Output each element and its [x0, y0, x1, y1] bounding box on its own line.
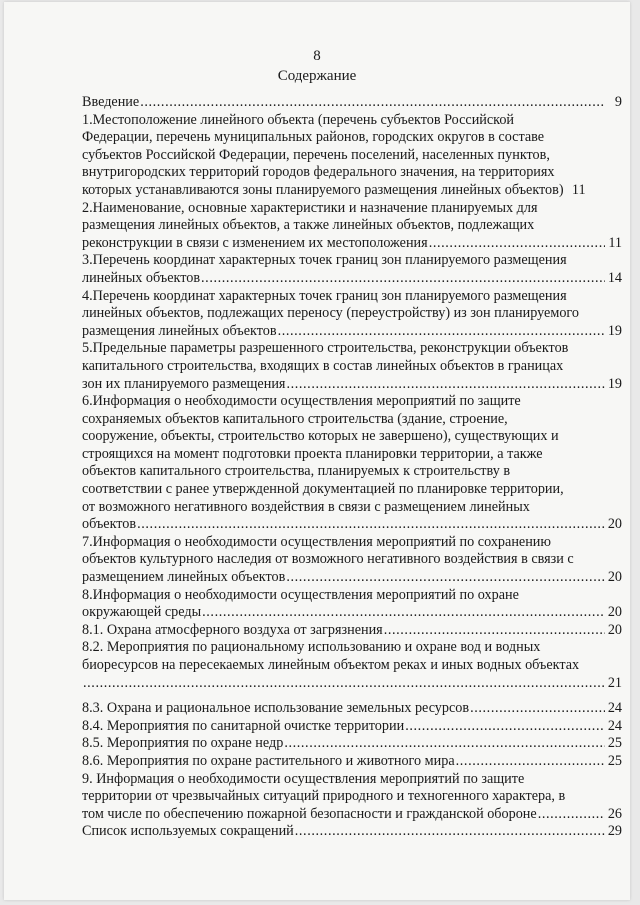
- toc-entry-page-number: 20: [607, 569, 622, 586]
- toc-entry-line: 5.Предельные параметры разрешенного строительства, реконструкции объектов: [82, 340, 569, 357]
- toc-entry[interactable]: [82, 823, 622, 841]
- dot-leader: [201, 270, 605, 288]
- toc-entry-title: которых устанавливаются зоны планируемого размещения линейных объектов): [82, 181, 564, 198]
- toc-entry-title: 8.5. Мероприятия по охране недр: [82, 735, 284, 752]
- toc-entry[interactable]: [82, 735, 622, 753]
- toc-entry-leader-row: [82, 569, 622, 587]
- toc-entry-leader-row: [82, 516, 622, 534]
- toc-entry-leader-row: [82, 823, 622, 841]
- toc-entry-line: субъектов Российской Федерации, перечень поселений, населенных пунктов,: [82, 146, 550, 163]
- toc-entry-line: капитального строительства, входящих в состав линейных объектов в границах: [82, 357, 564, 374]
- toc-entry-page-number: 14: [607, 269, 622, 286]
- dot-leader: [284, 735, 605, 753]
- toc-entry-leader-row: [82, 270, 622, 288]
- toc-entry-leader-row: [82, 806, 622, 824]
- toc-entry-line: 2.Наименование, основные характеристики и назначение планируемых для: [82, 199, 538, 216]
- toc-entry-line: биоресурсов на пересекаемых линейным объектом реках и иных водных объектах: [82, 657, 580, 673]
- dot-leader: [538, 806, 605, 824]
- toc-entry[interactable]: [82, 587, 622, 622]
- toc-entry[interactable]: [82, 700, 622, 718]
- toc-entry-title: 8.4. Мероприятия по санитарной очистке территории: [82, 717, 405, 734]
- toc-entry-page-number: 9: [614, 94, 622, 110]
- toc-entry-title: Список используемых сокращений: [82, 823, 294, 840]
- dot-leader: [384, 622, 605, 640]
- dot-leader: [202, 604, 605, 622]
- toc-entry-title: окружающей среды: [82, 604, 202, 621]
- toc-entry-page-number: 25: [607, 735, 622, 752]
- toc-entry[interactable]: [82, 112, 622, 200]
- toc-entry[interactable]: [82, 534, 622, 587]
- dot-leader: [137, 516, 605, 534]
- dot-leader: [405, 718, 605, 736]
- toc-entry[interactable]: [82, 639, 622, 692]
- toc-entry-title: 8.1. Охрана атмосферного воздуха от загрязнения: [82, 621, 383, 638]
- toc-entry-line: 7.Информация о необходимости осуществления мероприятий по сохранению: [82, 533, 551, 550]
- toc-entry-line: Федерации, перечень муниципальных районов, городских округов в составе: [82, 129, 545, 146]
- toc-entry-line: 3.Перечень координат характерных точек границ зон планируемого размещения: [82, 252, 567, 269]
- toc-entry-page-number: 26: [607, 805, 622, 822]
- dot-leader: [140, 94, 605, 112]
- toc-entry-page-number: 19: [607, 375, 622, 392]
- toc-entry-leader-row: [82, 700, 622, 718]
- toc-entry[interactable]: [82, 718, 622, 736]
- toc-entry-page-number: 29: [607, 823, 622, 840]
- toc-entry-leader-row: [82, 235, 622, 253]
- toc-entry-leader-row: [82, 94, 622, 112]
- toc-entry-line: линейных объектов, подлежащих переносу (переустройству) из зон планируемого: [82, 305, 579, 322]
- toc-entry-line: соответствии с ранее утвержденной документацией по планировке территории,: [82, 481, 564, 498]
- dot-leader: [295, 823, 605, 841]
- toc-entry-leader-row: [82, 376, 622, 394]
- toc-entry-title: объектов: [82, 516, 137, 533]
- toc-entry-title: размещения линейных объектов: [82, 322, 277, 339]
- toc-entry[interactable]: [82, 94, 622, 112]
- toc-entry-line: 8.Информация о необходимости осуществления мероприятий по охране: [82, 586, 519, 603]
- toc-entry[interactable]: [82, 200, 622, 253]
- toc-title: Содержание: [277, 68, 357, 84]
- dot-leader: [470, 700, 605, 718]
- dot-leader: [429, 235, 605, 253]
- toc-entry-page-number: 11: [571, 181, 586, 198]
- toc-entry[interactable]: [82, 622, 622, 640]
- toc-entry-page-number: 19: [607, 322, 622, 339]
- toc-entry-line: сооружение, объекты, строительство которых не завершено), существующих и: [82, 428, 559, 445]
- toc-entry[interactable]: [82, 393, 622, 534]
- toc-entry-title: 8.6. Мероприятия по охране растительного и животного мира: [82, 752, 455, 769]
- toc-entry-leader-row: [82, 182, 622, 200]
- toc-entry-leader-row: [82, 718, 622, 736]
- toc-entry-line: строящихся на момент подготовки проекта планировки территории, а также: [82, 445, 543, 462]
- toc-entry-line: объектов капитального строительства, планируемых к строительству в: [82, 463, 511, 480]
- toc-entry-line: 8.2. Мероприятия по рациональному использованию и охране вод и водных: [82, 639, 541, 656]
- toc-entry-line: 4.Перечень координат характерных точек границ зон планируемого размещения: [82, 287, 567, 304]
- toc-entry-line: размещения линейных объектов, а также линейных объектов, подлежащих: [82, 217, 535, 234]
- toc-entry-page-number: 21: [607, 674, 622, 691]
- dot-leader: [83, 675, 605, 693]
- toc-entry[interactable]: [82, 340, 622, 393]
- toc-entry-line: 1.Местоположение линейного объекта (перечень субъектов Российской: [82, 111, 515, 128]
- toc-entry-title: размещением линейных объектов: [82, 569, 286, 586]
- toc-entry-line: 6.Информация о необходимости осуществления мероприятий по защите: [82, 393, 521, 410]
- toc-entry-title: линейных объектов: [82, 269, 201, 286]
- toc-entry-leader-row: [82, 675, 622, 693]
- toc-entry-leader-row: [82, 604, 622, 622]
- dot-leader: [456, 753, 605, 771]
- toc-entry-page-number: 25: [607, 752, 622, 769]
- toc-entry[interactable]: [82, 252, 622, 287]
- toc-entry-leader-row: [82, 622, 622, 640]
- toc-entry[interactable]: [82, 771, 622, 824]
- toc-entry-line: 9. Информация о необходимости осуществления мероприятий по защите: [82, 770, 525, 787]
- toc-entry-title: Введение: [82, 94, 140, 110]
- dot-leader: [286, 376, 605, 394]
- toc-entry-line: внутригородских территорий городов федерального значения, на территориях: [82, 164, 555, 181]
- toc-entry-line: от возможного негативного воздействия в связи с размещением линейных: [82, 498, 530, 515]
- toc-entry-leader-row: [82, 323, 622, 341]
- document-page: [4, 2, 630, 900]
- toc-entry-leader-row: [82, 735, 622, 753]
- dot-leader: [278, 323, 605, 341]
- toc-entry-title: 8.3. Охрана и рациональное использование земельных ресурсов: [82, 700, 470, 717]
- table-of-contents: [82, 94, 622, 841]
- toc-entry-page-number: 20: [607, 516, 622, 533]
- toc-entry-line: объектов культурного наследия от возможного негативного воздействия в связи с: [82, 551, 574, 568]
- toc-entry-page-number: 20: [607, 604, 622, 621]
- toc-entry[interactable]: [82, 288, 622, 341]
- toc-entry-title: зон их планируемого размещения: [82, 375, 286, 392]
- toc-entry-page-number: 24: [607, 700, 622, 717]
- dot-leader: [286, 569, 605, 587]
- toc-entry[interactable]: [82, 753, 622, 771]
- toc-entry-page-number: 24: [607, 717, 622, 734]
- toc-entry-title: реконструкции в связи с изменением их местоположения: [82, 234, 428, 251]
- toc-entry-page-number: 11: [608, 234, 622, 251]
- toc-entry-line: сохраняемых объектов капитального строительства (здание, строение,: [82, 410, 508, 427]
- page-number: 8: [313, 48, 321, 64]
- toc-entry-line: территории от чрезвычайных ситуаций природного и техногенного характера, в: [82, 788, 566, 805]
- toc-entry-title: том числе по обеспечению пожарной безопасности и гражданской обороне: [82, 805, 537, 822]
- toc-entry-leader-row: [82, 753, 622, 771]
- toc-entry-page-number: 20: [607, 621, 622, 638]
